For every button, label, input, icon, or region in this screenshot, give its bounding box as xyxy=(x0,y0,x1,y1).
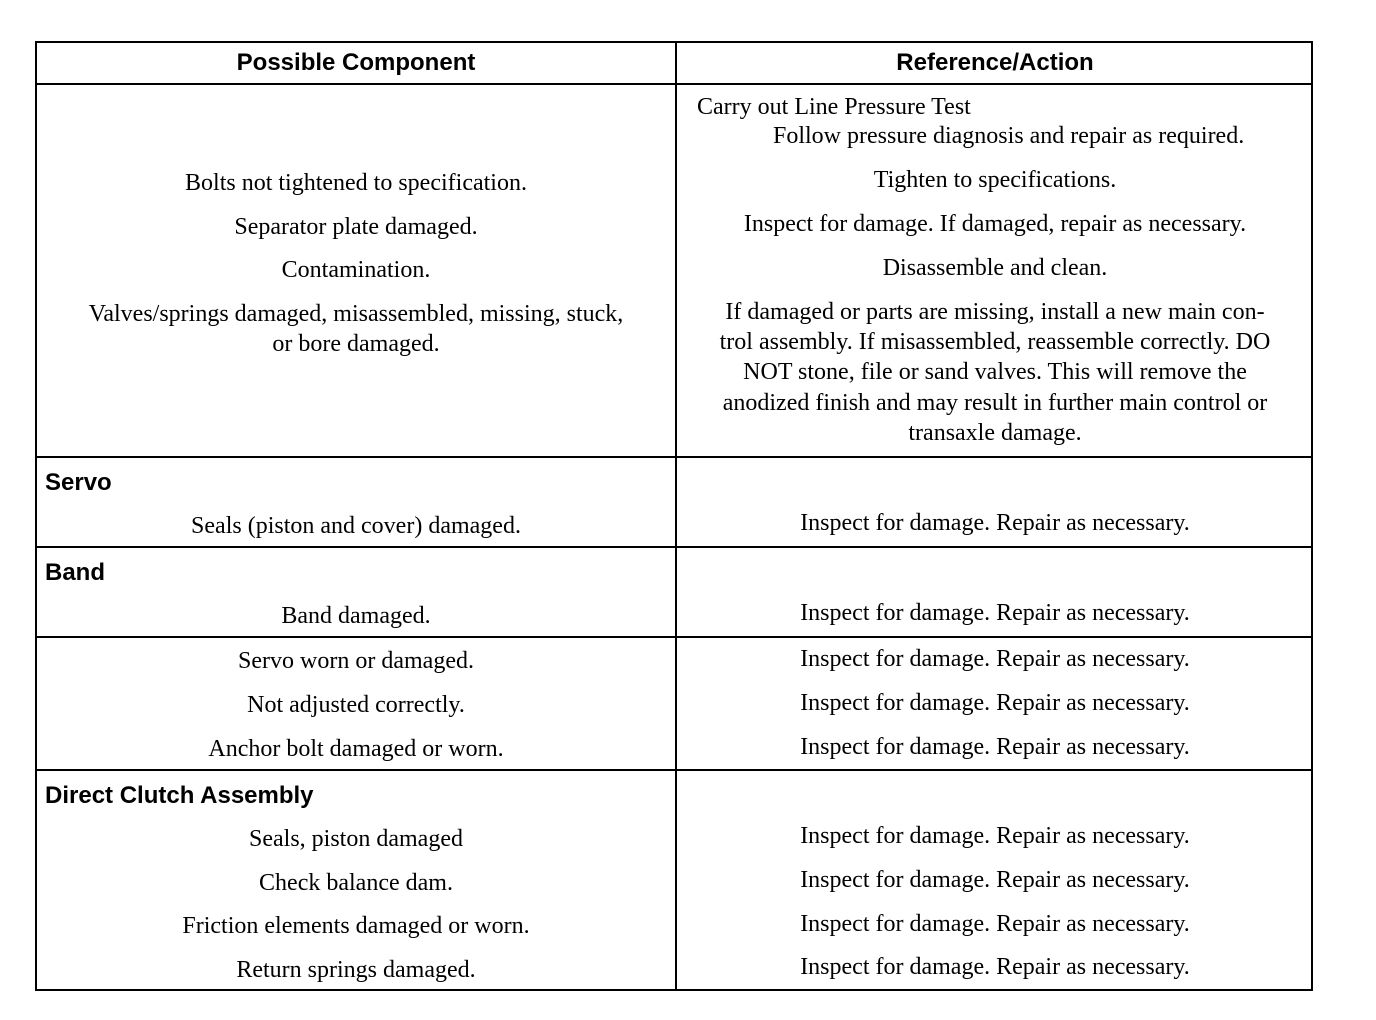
action-friction-elements: Inspect for damage. Repair as necessary. xyxy=(800,911,1190,937)
divider-servo xyxy=(37,456,1311,458)
component-servo-worn: Servo worn or damaged. xyxy=(238,648,474,674)
action-contamination: Disassemble and clean. xyxy=(882,255,1108,281)
action-seals-piston: Inspect for damage. Repair as necessary. xyxy=(800,823,1190,849)
action-servo-seals: Inspect for damage. Repair as necessary. xyxy=(800,510,1190,536)
action-valves-line5: transaxle damage. xyxy=(908,420,1082,446)
component-contamination: Contamination. xyxy=(281,257,431,283)
component-valves-line1: Valves/springs damaged, misassembled, missing, stuck, xyxy=(88,301,624,327)
divider-band-details xyxy=(37,636,1311,638)
component-balance-dam: Check balance dam. xyxy=(259,870,453,896)
component-bolts: Bolts not tightened to specification. xyxy=(185,170,527,196)
action-anchor-bolt: Inspect for damage. Repair as necessary. xyxy=(800,734,1190,760)
action-bolts: Tighten to specifications. xyxy=(873,167,1117,193)
component-return-springs: Return springs damaged. xyxy=(236,957,476,983)
action-servo-worn: Inspect for damage. Repair as necessary. xyxy=(800,646,1190,672)
header-divider xyxy=(37,83,1311,85)
action-separator-plate: Inspect for damage. If damaged, repair as necessary. xyxy=(743,211,1247,237)
section-title-direct-clutch: Direct Clutch Assembly xyxy=(45,782,314,809)
component-seals-piston: Seals, piston damaged xyxy=(249,826,463,852)
header-possible-component: Possible Component xyxy=(236,49,476,76)
section-title-band: Band xyxy=(45,559,105,586)
component-valves-line2: or bore damaged. xyxy=(272,331,440,357)
action-valves-line3: NOT stone, file or sand valves. This will remove the xyxy=(743,359,1247,385)
component-separator-plate: Separator plate damaged. xyxy=(234,214,478,240)
component-servo-seals: Seals (piston and cover) damaged. xyxy=(191,513,521,539)
action-band-damaged: Inspect for damage. Repair as necessary. xyxy=(800,600,1190,626)
action-balance-dam: Inspect for damage. Repair as necessary. xyxy=(800,867,1190,893)
action-not-adjusted: Inspect for damage. Repair as necessary. xyxy=(800,690,1190,716)
component-friction-elements: Friction elements damaged or worn. xyxy=(182,913,530,939)
component-anchor-bolt: Anchor bolt damaged or worn. xyxy=(208,736,504,762)
line-pressure-test-subtext: Follow pressure diagnosis and repair as required. xyxy=(773,123,1245,149)
section-title-servo: Servo xyxy=(45,469,112,496)
action-valves-line2: trol assembly. If misassembled, reassemble correctly. DO xyxy=(719,329,1271,355)
action-valves-line4: anodized finish and may result in further main control or xyxy=(722,390,1268,416)
divider-direct-clutch xyxy=(37,769,1311,771)
component-not-adjusted: Not adjusted correctly. xyxy=(247,692,465,718)
line-pressure-test-title: Carry out Line Pressure Test xyxy=(697,94,971,120)
divider-band xyxy=(37,546,1311,548)
component-band-damaged: Band damaged. xyxy=(281,603,431,629)
action-return-springs: Inspect for damage. Repair as necessary. xyxy=(800,954,1190,980)
diagnosis-table xyxy=(35,41,1313,991)
action-valves-line1: If damaged or parts are missing, install a new main con- xyxy=(725,299,1265,325)
header-reference-action: Reference/Action xyxy=(896,49,1094,76)
